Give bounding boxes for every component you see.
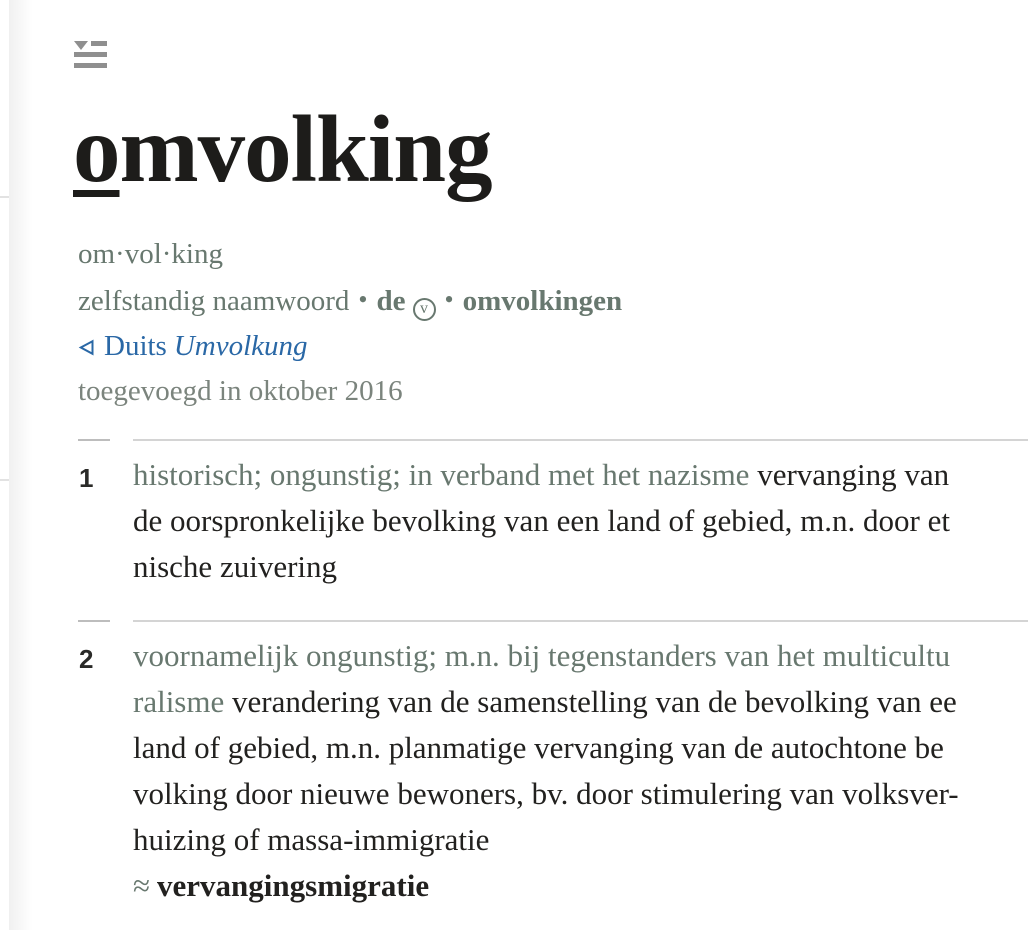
headword-rest: mvolking xyxy=(119,96,492,202)
gender-circled-v-icon xyxy=(413,298,436,321)
panel-edge-shadow xyxy=(9,0,33,930)
grammar-line xyxy=(78,277,622,324)
approx-equal-icon: ≈ xyxy=(133,868,151,903)
etymology-origin: Umvolkung xyxy=(173,330,308,362)
sense-number: 2 xyxy=(79,644,94,674)
stressed-syllable: o xyxy=(73,96,120,202)
pronunciation: om·vol·king xyxy=(78,238,223,270)
etymology-line[interactable] xyxy=(78,324,622,369)
sense-rule-short xyxy=(78,439,110,441)
bullet-separator: • xyxy=(358,285,368,314)
definition-line xyxy=(133,452,950,498)
sense-rule xyxy=(133,620,1028,622)
headword xyxy=(73,96,492,202)
definition-line xyxy=(133,725,959,771)
sense-rule xyxy=(133,439,1028,441)
synonym-text[interactable]: vervangingsmigratie xyxy=(157,868,430,903)
outline-list-icon xyxy=(74,41,107,68)
sense-definition xyxy=(133,452,950,590)
definition-text: verandering van de samenstelling van de bevolking van ee xyxy=(232,684,957,719)
definition-line xyxy=(133,771,959,817)
part-of-speech: zelfstandig naamwoord xyxy=(78,285,350,317)
usage-label: historisch; ongunstig; in verband met het nazisme xyxy=(133,457,750,492)
definition-line xyxy=(133,498,950,544)
entry-metadata xyxy=(78,232,622,414)
edge-list-divider xyxy=(0,196,9,198)
definition-line xyxy=(133,633,959,679)
definition-text: volking door nieuwe bewoners, bv. door stimulering van volksver- xyxy=(133,776,959,811)
usage-label: ralisme xyxy=(133,684,225,719)
edge-list-divider xyxy=(0,479,9,481)
bullet-separator: • xyxy=(444,285,454,314)
etymology-language: Duits xyxy=(104,330,167,362)
usage-label: voornamelijk ongunstig; m.n. bij tegenstanders van het multicultu xyxy=(133,638,951,673)
definition-line xyxy=(133,544,950,590)
definition-text: de oorspronkelijke bevolking van een land of gebied, m.n. door et xyxy=(133,503,950,538)
definition-text: nische zuivering xyxy=(133,549,338,584)
definition-line xyxy=(133,817,959,863)
definition-text: land of gebied, m.n. planmatige vervanging van de autochtone be xyxy=(133,730,944,765)
sense-definition xyxy=(133,633,959,909)
outline-toggle-button[interactable] xyxy=(74,41,107,68)
definition-text: huizing of massa-immigratie xyxy=(133,822,490,857)
definition-line xyxy=(133,679,959,725)
article: de xyxy=(376,285,406,317)
derived-from-triangle-icon xyxy=(78,324,95,369)
sense-number: 1 xyxy=(79,463,94,493)
synonym-line xyxy=(133,863,959,909)
plural-form: omvolkingen xyxy=(462,285,623,317)
gender-letter: v xyxy=(420,300,428,317)
definition-text: vervanging van xyxy=(757,457,950,492)
added-date: toegevoegd in oktober 2016 xyxy=(78,375,403,407)
sense-rule-short xyxy=(78,620,110,622)
